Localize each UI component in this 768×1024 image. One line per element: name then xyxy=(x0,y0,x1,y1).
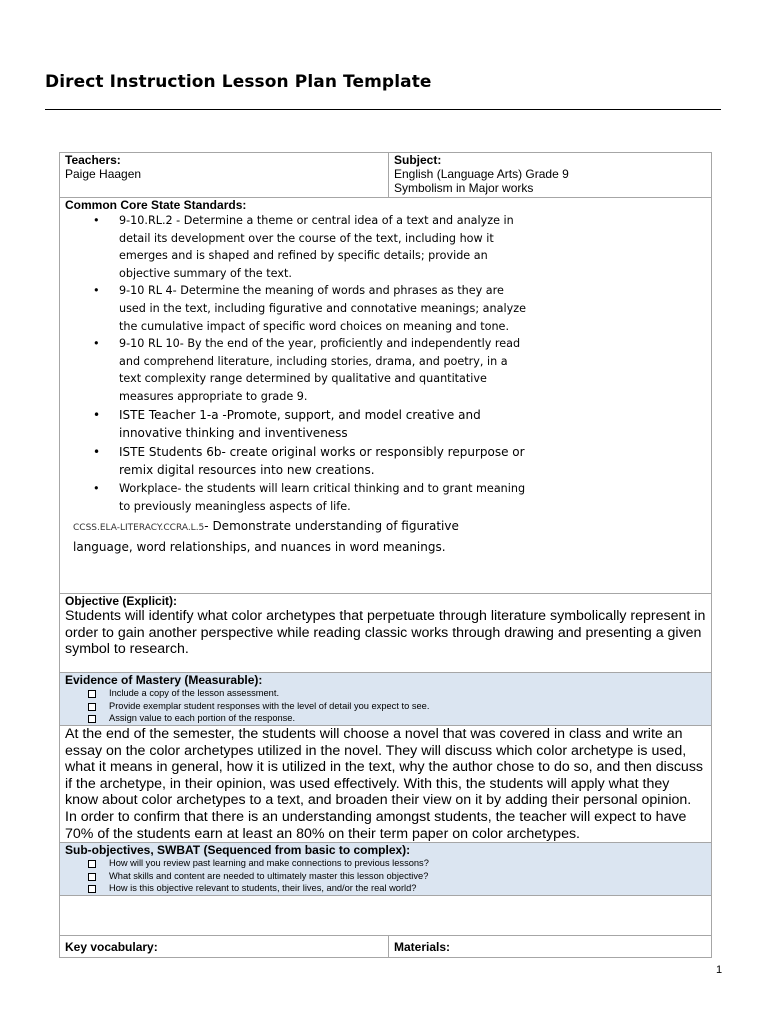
standard-item: • Workplace- the students will learn critical thinking and to grant meaning to previously meaningless aspects of life. xyxy=(107,480,527,515)
checklist-item: Include a copy of the lesson assessment. xyxy=(88,687,706,700)
checklist-item: Provide exemplar student responses with the level of detail you expect to see. xyxy=(88,700,706,713)
teachers-subject-row xyxy=(60,153,712,198)
subobjectives-body-row xyxy=(60,896,712,936)
objective-text: Students will identify what color archetypes that perpetuate through literature symbolically represent in order to gain another perspective while reading classic works through drawing and presenting a given symbol to research. xyxy=(65,608,706,658)
standard-item: • ISTE Teacher 1-a -Promote, support, and model creative and innovative thinking and inventiveness xyxy=(107,406,527,443)
checklist-item: How is this objective relevant to students, their lives, and/or the real world? xyxy=(88,882,706,895)
evidence-body-cell xyxy=(60,726,712,843)
ccss-code: CCSS.ELA-LITERACY.CCRA.L.5 xyxy=(73,523,205,534)
teachers-cell xyxy=(60,153,389,198)
subobjectives-checklist xyxy=(65,857,706,895)
subject-line-1: English (Language Arts) Grade 9 xyxy=(394,167,569,181)
subject-cell xyxy=(389,153,712,198)
evidence-checklist xyxy=(65,687,706,725)
evidence-header-cell xyxy=(60,673,712,726)
subobjectives-header-row xyxy=(60,843,712,896)
evidence-text: At the end of the semester, the students will choose a novel that was covered in class and write an essay on the color archetypes utilized in the novel. They will discuss which color archetype is used, what it means in general, how it is utilized in the text, why the author chose to do so, and then discuss if the archetype, in their opinion, was used effectively. With this, the students will apply what they know about color archetypes to a text, and broaden their view on it by adding their personal opinion. In order to confirm that there is an understanding amongst students, the teacher will expect to have 70% of the students earn at least an 80% on their term paper on color archetypes. xyxy=(65,726,704,842)
subobjectives-body-cell xyxy=(60,896,712,936)
document-title: Direct Instruction Lesson Plan Template xyxy=(45,72,432,92)
evidence-header-row xyxy=(60,673,712,726)
vocabulary-materials-row xyxy=(60,936,712,958)
evidence-label: Evidence of Mastery (Measurable): xyxy=(65,673,263,687)
standards-cell xyxy=(60,198,712,594)
materials-cell xyxy=(389,936,712,958)
materials-label: Materials: xyxy=(394,940,451,955)
checklist-item: Assign value to each portion of the response. xyxy=(88,712,706,725)
subject-line-2: Symbolism in Major works xyxy=(394,181,534,195)
teachers-label: Teachers: xyxy=(65,153,121,167)
teachers-value: Paige Haagen xyxy=(65,167,142,181)
evidence-body-row xyxy=(60,726,712,843)
objective-cell xyxy=(60,594,712,673)
standards-row xyxy=(60,198,712,594)
vocabulary-cell xyxy=(60,936,389,958)
title-divider xyxy=(45,109,721,110)
standard-item: • 9-10 RL 4- Determine the meaning of words and phrases as they are used in the text, including figurative and connotative meanings; analyze the cumulative impact of specific word choices on meaning and tone. xyxy=(107,282,527,335)
checklist-item: How will you review past learning and make connections to previous lessons? xyxy=(88,857,706,870)
ccss-text: - Demonstrate understanding of figurative language, word relationships, and nuances in word meanings. xyxy=(73,519,459,555)
standards-label: Common Core State Standards: xyxy=(65,198,247,212)
standard-item: • 9-10.RL.2 - Determine a theme or central idea of a text and analyze in detail its development over the course of the text, including how it emerges and is shaped and refined by specific details; provide an objective summary of the text. xyxy=(107,212,527,282)
vocabulary-label: Key vocabulary: xyxy=(65,940,158,955)
standards-list xyxy=(65,212,527,515)
standard-item: • ISTE Students 6b- create original works or responsibly repurpose or remix digital resources into new creations. xyxy=(107,443,527,480)
ccss-standard xyxy=(65,517,503,557)
checklist-item: What skills and content are needed to ultimately master this lesson objective? xyxy=(88,870,706,883)
lesson-plan-table xyxy=(59,152,712,958)
subobjectives-label: Sub-objectives, SWBAT (Sequenced from basic to complex): xyxy=(65,843,411,858)
subject-label: Subject: xyxy=(394,153,442,167)
subobjectives-header-cell xyxy=(60,843,712,896)
objective-label: Objective (Explicit): xyxy=(65,594,178,608)
standard-item: • 9-10 RL 10- By the end of the year, proficiently and independently read and comprehend literature, including stories, drama, and poetry, in a text complexity range determined by qualitative and quantitative measures appropriate to grade 9. xyxy=(107,335,527,405)
objective-row xyxy=(60,594,712,673)
page-number: 1 xyxy=(716,964,723,976)
